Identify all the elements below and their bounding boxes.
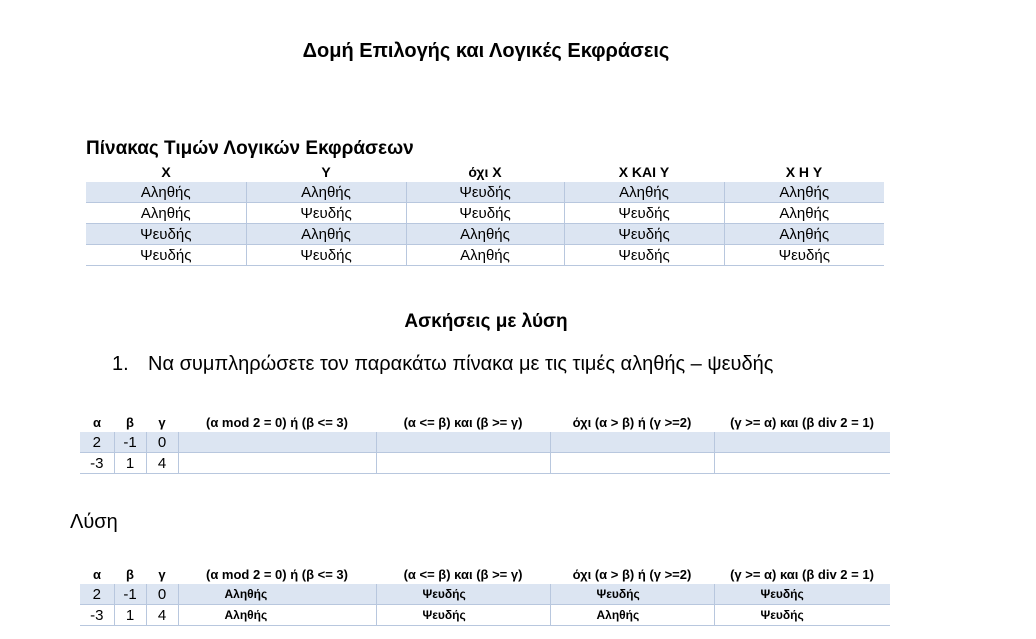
column-header: (α <= β) και (β >= γ): [403, 414, 523, 430]
table-cell: Αληθής: [246, 224, 406, 245]
table-cell: 2: [80, 432, 114, 453]
table-cell: Αληθής: [406, 245, 564, 266]
table-cell: -3: [80, 453, 114, 474]
table-cell: Αληθής: [724, 203, 884, 224]
table-cell: [550, 432, 714, 453]
column-header: (γ >= α) και (β div 2 = 1): [730, 566, 874, 582]
table-cell: Αληθής: [246, 182, 406, 203]
table-cell: Αληθής: [406, 224, 564, 245]
table-row: [86, 182, 884, 203]
solution-label: Λύση: [70, 511, 118, 533]
table-cell: [376, 432, 550, 453]
column-header: όχι X: [468, 164, 502, 180]
table-row: [80, 432, 890, 453]
column-header: X: [161, 164, 171, 180]
column-header: γ: [158, 566, 166, 582]
exercise-number: 1.: [112, 353, 129, 375]
column-header: όχι (α > β) ή (γ >=2): [572, 414, 692, 430]
exercise-item: [112, 353, 773, 376]
table-cell: [376, 453, 550, 474]
table-cell: Αληθής: [564, 182, 724, 203]
truth-table-heading: Πίνακας Τιμών Λογικών Εκφράσεων: [86, 138, 414, 159]
solution-table: [80, 564, 890, 626]
table-cell: Αληθής: [724, 224, 884, 245]
answer-cell: Αληθής: [550, 605, 714, 626]
table-cell: 2: [80, 584, 114, 605]
table-cell: -1: [114, 584, 146, 605]
table-cell: [178, 432, 376, 453]
exercise-table: [80, 412, 890, 474]
answer-cell: Αληθής: [178, 605, 376, 626]
answer-cell: Ψευδής: [714, 584, 890, 605]
table-row: [80, 453, 890, 474]
column-header: όχι (α > β) ή (γ >=2): [572, 566, 692, 582]
table-row: [80, 605, 890, 626]
table-cell: Αληθής: [724, 182, 884, 203]
solution-table-header-row: [80, 564, 890, 584]
table-cell: [714, 432, 890, 453]
column-header: β: [126, 414, 134, 430]
table-row: [80, 584, 890, 605]
answer-cell: Ψευδής: [376, 605, 550, 626]
table-cell: Ψευδής: [406, 182, 564, 203]
table-cell: Αληθής: [86, 203, 246, 224]
column-header: Y: [321, 164, 331, 180]
answer-cell: Ψευδής: [714, 605, 890, 626]
column-header: α: [93, 414, 101, 430]
table-cell: [550, 453, 714, 474]
answer-cell: Ψευδής: [376, 584, 550, 605]
column-header: (γ >= α) και (β div 2 = 1): [730, 414, 874, 430]
table-cell: -1: [114, 432, 146, 453]
exercise-table-header-row: [80, 412, 890, 432]
table-cell: 0: [146, 432, 178, 453]
table-cell: Ψευδής: [724, 245, 884, 266]
table-cell: 0: [146, 584, 178, 605]
column-header: γ: [158, 414, 166, 430]
table-row: [86, 203, 884, 224]
truth-table: [86, 162, 884, 266]
exercise-text: Να συμπληρώσετε τον παρακάτω πίνακα με τις τιμές αληθής – ψευδής: [148, 353, 774, 375]
answer-cell: Αληθής: [178, 584, 376, 605]
table-cell: Ψευδής: [86, 245, 246, 266]
table-cell: Ψευδής: [246, 203, 406, 224]
truth-table-header-row: [86, 162, 884, 182]
table-cell: Ψευδής: [564, 245, 724, 266]
table-cell: 4: [146, 453, 178, 474]
table-cell: [178, 453, 376, 474]
table-cell: 1: [114, 453, 146, 474]
table-cell: Ψευδής: [406, 203, 564, 224]
table-cell: Ψευδής: [564, 203, 724, 224]
column-header: (α mod 2 = 0) ή (β <= 3): [206, 566, 348, 582]
table-row: [86, 245, 884, 266]
column-header: α: [93, 566, 101, 582]
column-header: X Η Y: [785, 164, 823, 180]
exercises-heading: Ασκήσεις με λύση: [404, 311, 568, 332]
table-row: [86, 224, 884, 245]
table-cell: -3: [80, 605, 114, 626]
column-header: (α mod 2 = 0) ή (β <= 3): [206, 414, 348, 430]
document-title: Δομή Επιλογής και Λογικές Εκφράσεις: [302, 40, 670, 62]
table-cell: 1: [114, 605, 146, 626]
column-header: X ΚΑΙ Y: [618, 164, 670, 180]
table-cell: 4: [146, 605, 178, 626]
column-header: (α <= β) και (β >= γ): [403, 566, 523, 582]
table-cell: Αληθής: [86, 182, 246, 203]
table-cell: [714, 453, 890, 474]
table-cell: Ψευδής: [564, 224, 724, 245]
table-cell: Ψευδής: [246, 245, 406, 266]
table-cell: Ψευδής: [86, 224, 246, 245]
answer-cell: Ψευδής: [550, 584, 714, 605]
column-header: β: [126, 566, 134, 582]
